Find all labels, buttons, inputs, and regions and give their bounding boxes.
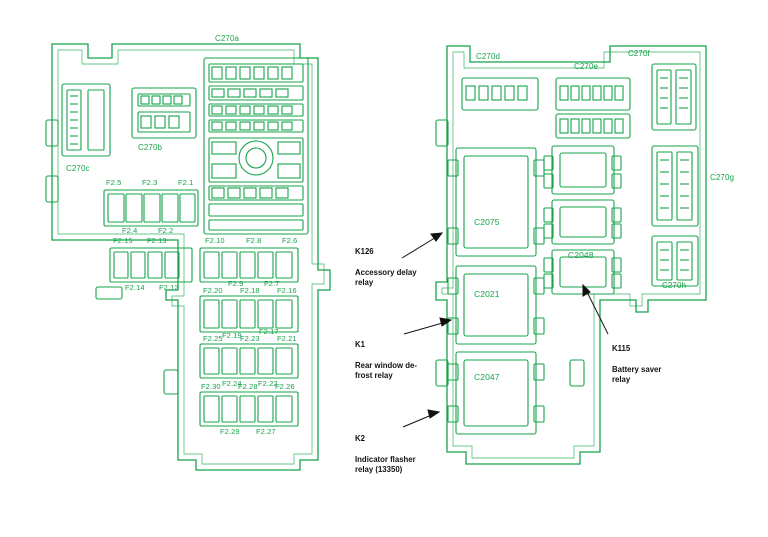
label-f2-3: F2.3 [142, 178, 158, 187]
connector-c270d-graphic [462, 78, 538, 110]
connector-c270b-graphic [132, 88, 196, 138]
label-f2-4: F2.4 [122, 226, 138, 235]
fuse-row-3 [200, 296, 298, 332]
label-f2-27: F2.27 [256, 427, 276, 436]
label-f2-30: F2.30 [201, 382, 221, 391]
relay-c2048-graphic [544, 146, 621, 294]
label-c2075: C2075 [474, 217, 500, 227]
connector-c270f-graphic [652, 64, 696, 130]
callout-k115-text: Battery saver relay [612, 364, 662, 384]
label-f2-29: F2.29 [220, 427, 240, 436]
label-f2-20: F2.20 [203, 286, 223, 295]
label-f2-26: F2.26 [275, 382, 295, 391]
callout-k2 [355, 423, 416, 476]
label-f2-16: F2.16 [277, 286, 297, 295]
callout-k1-text: Rear window de- frost relay [355, 360, 417, 380]
label-c270b: C270b [138, 143, 163, 152]
label-c270g: C270g [710, 173, 735, 182]
connector-c270a-graphic [204, 58, 308, 234]
fuse-row-2-left [110, 248, 192, 282]
label-f2-23: F2.23 [240, 334, 260, 343]
label-f2-2: F2.2 [158, 226, 174, 235]
connector-c270e-graphic [556, 78, 630, 138]
label-f2-18: F2.18 [240, 286, 260, 295]
left-panel-outline [46, 44, 330, 470]
callout-k115 [612, 333, 661, 386]
label-c270e: C270e [574, 62, 599, 71]
label-c270h: C270h [662, 281, 687, 290]
fuse-row-5 [200, 392, 298, 426]
label-f2-21: F2.21 [277, 334, 297, 343]
fuse-row-1 [104, 190, 198, 226]
callout-k2-text: Indicator flasher relay (13350) [355, 454, 416, 474]
callout-arrows [402, 233, 608, 427]
connector-c270h-graphic [652, 236, 698, 286]
callout-arrow-k115 [583, 285, 608, 334]
callout-k115-key: K115 [612, 343, 631, 353]
fuse-row-4 [200, 344, 298, 378]
label-f2-13: F2.13 [147, 236, 167, 245]
callout-k1-key: K1 [355, 339, 365, 349]
connector-c270g-graphic [652, 146, 698, 226]
callout-k126-text: Accessory delay relay [355, 267, 417, 287]
label-c2021: C2021 [474, 289, 500, 299]
label-c270c: C270c [66, 164, 90, 173]
label-c270f: C270f [628, 49, 650, 58]
label-c270d: C270d [476, 52, 501, 61]
label-f2-19: F2.19 [222, 331, 242, 340]
relay-c2047-graphic [448, 352, 544, 434]
relay-c2075-graphic [448, 148, 544, 256]
label-f2-14: F2.14 [125, 283, 145, 292]
label-f2-8: F2.8 [246, 236, 262, 245]
label-f2-28: F2.28 [238, 382, 258, 391]
callout-k2-key: K2 [355, 433, 365, 443]
label-f2-7: F2.7 [264, 279, 280, 288]
label-f2-17: F2.17 [259, 327, 279, 336]
fuse-row-2-right [200, 248, 298, 282]
label-f2-6: F2.6 [282, 236, 298, 245]
label-f2-1: F2.1 [178, 178, 194, 187]
label-f2-15: F2.15 [113, 236, 133, 245]
callout-k1 [355, 329, 417, 382]
label-c270a: C270a [215, 34, 240, 43]
label-f2-22: F2.22 [258, 379, 278, 388]
label-c2048: C2048 [568, 250, 594, 260]
label-c2047: C2047 [474, 372, 500, 382]
label-f2-5: F2.5 [106, 178, 122, 187]
connector-c270c-graphic [62, 84, 110, 156]
label-f2-12: F2.12 [159, 283, 179, 292]
relay-c2021-graphic [448, 266, 544, 344]
label-f2-25: F2.25 [203, 334, 223, 343]
label-f2-10: F2.10 [205, 236, 225, 245]
callout-k126 [355, 236, 417, 289]
label-f2-24: F2.24 [222, 379, 242, 388]
label-f2-9: F2.9 [228, 279, 244, 288]
callout-k126-key: K126 [355, 246, 374, 256]
